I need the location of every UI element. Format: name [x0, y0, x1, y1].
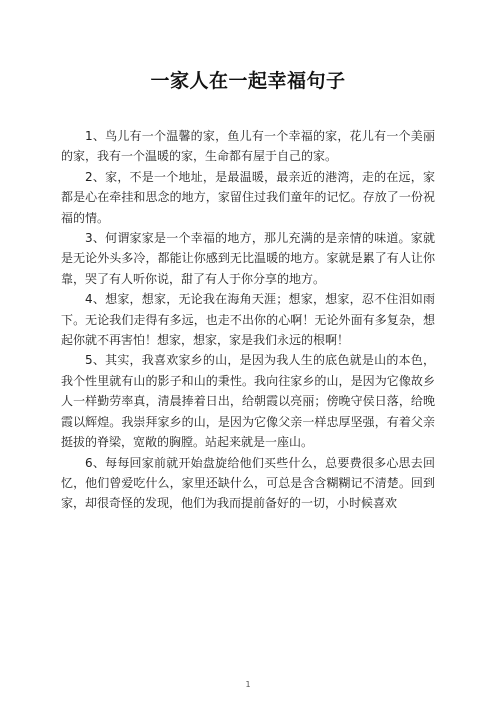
paragraph-3: 3、何谓家家是一个幸福的地方，那儿充满的是亲情的味道。家就是无论外头多冷，都能让你感到无比温暖的地方。家就是累了有人让你靠，哭了有人听你说，甜了有人于你分享的地方。 [61, 231, 435, 286]
document-body [61, 126, 435, 514]
paragraph-1: 1、鸟儿有一个温馨的家，鱼儿有一个幸福的家，花儿有一个美丽的家，我有一个温暖的家，生命都有屋于自己的家。 [61, 129, 435, 164]
paragraph-6: 6、每每回家前就开始盘旋给他们买些什么，总要费很多心思去回忆，他们曾爱吃什么，家里还缺什么，可总是含含糊糊记不清楚。回到家，却很奇怪的发现，他们为我而提前备好的一切，小时候喜欢 [61, 455, 435, 511]
paragraph-4: 4、想家，想家，无论我在海角天涯；想家，想家，忍不住泪如雨下。无论我们走得有多远，也走不出你的心啊！无论外面有多复杂，想起你就不再害怕！想家，想家，家是我们永远的根啊！ [61, 292, 435, 348]
document-title: 一家人在一起幸福句子 [150, 70, 346, 92]
paragraph-2: 2、家，不是一个地址，是最温暖，最亲近的港湾，走的在远，家都是心在牵挂和思念的地方，家留住过我们童年的记忆。存放了一份祝福的情。 [61, 169, 435, 225]
paragraph-5: 5、其实，我喜欢家乡的山，是因为我人生的底色就是山的本色，我个性里就有山的影子和山的秉性。我向往家乡的山，是因为它像故乡人一样勤劳率真，清晨捧着日出，给朝霞以亮丽；傍晚守侯日落，给晚霞以辉煌。我崇拜家乡的山，是因为它像父亲一样忠厚坚强，有着父亲挺拔的脊梁，宽敞的胸膛。站起来就是一座山。 [61, 353, 435, 450]
page-number: 1 [245, 680, 251, 689]
